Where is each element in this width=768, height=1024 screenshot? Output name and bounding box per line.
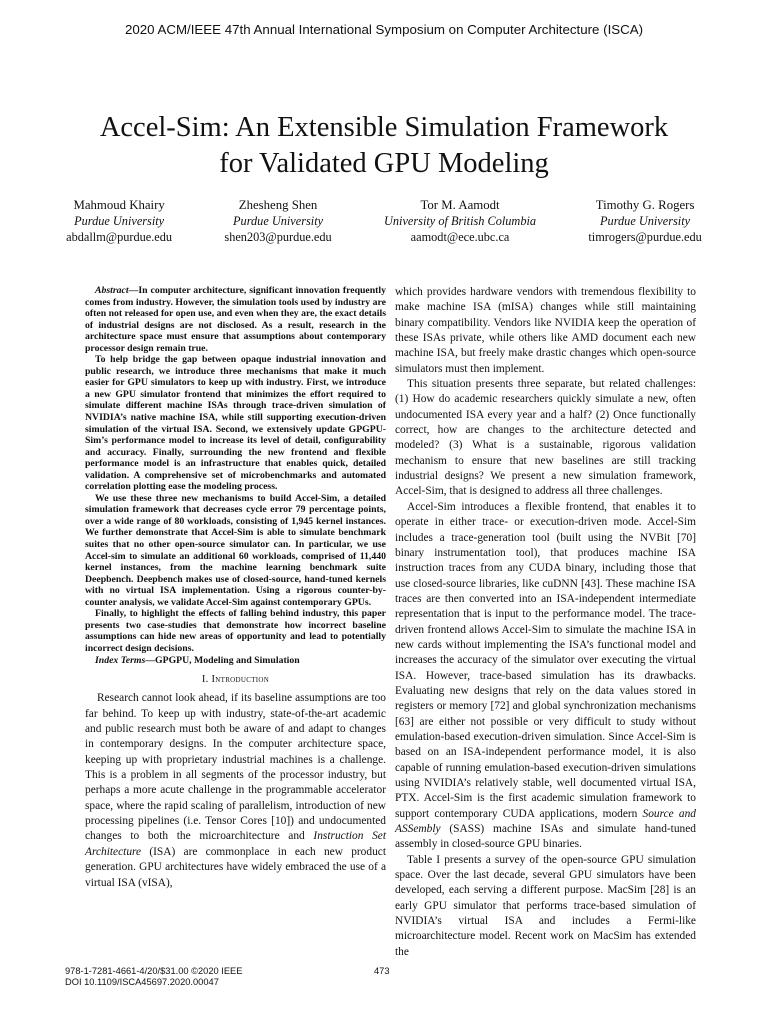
author-email: abdallm@purdue.edu xyxy=(66,230,173,244)
left-column xyxy=(85,285,386,891)
abstract xyxy=(85,285,386,666)
author-name: Mahmoud Khairy xyxy=(73,198,165,212)
abstract-label: Abstract xyxy=(95,285,129,296)
page-number: 473 xyxy=(374,966,390,976)
index-terms-label: Index Terms xyxy=(95,654,146,666)
body-text: Research cannot look ahead, if its baseline assumptions are too far behind. To keep up with industry, state-of-the-art academic and public research must both be aware of and adapt to changes in contemporary designs. In the computer architecture space, keeping up with proprietary industrial machines is a challenge. This is a problem in all segments of the processor industry, but perhaps a more acute challenge in the programmable accelerator space, where the rapid scaling of parallelism, introduction of new processing pipelines (i.e. Tensor Cores [10]) and undocumented changes to both the microarchitecture and xyxy=(85,692,386,843)
author-list xyxy=(40,197,728,245)
body-paragraph xyxy=(85,691,386,890)
right-column xyxy=(395,285,696,960)
author-block xyxy=(224,197,331,245)
body-text: (ISA) are commonplace in each new product generation. GPU architectures have widely embraced the use of a virtual ISA (vISA), xyxy=(85,845,386,889)
author-name: Zhesheng Shen xyxy=(238,198,318,212)
abstract-dash: — xyxy=(128,285,139,296)
author-block xyxy=(384,197,536,245)
author-name: Tor M. Aamodt xyxy=(420,198,500,212)
section-heading-introduction: I. Introduction xyxy=(201,674,270,686)
emphasis-text: Instruction Set Architecture xyxy=(85,830,386,858)
body-text: Accel-Sim introduces a flexible frontend, that enables it to operate in either trace- or execution-driven mode. Accel-Sim includes a trace-generation tool (built using the NVBit [70] binary instrumentation tool), that produces machine ISA instruction traces from any CUDA binary, including those that use closed-source libraries, like cuDNN [43]. These machine ISA traces are then converted into an ISA-independent intermediate representation that is input to the performance model. The trace-driven frontend allows Accel-Sim to simulate the machine ISA in new cards without implementing the ISA’s functional model and increases the accuracy of the simulator over executing the virtual ISA. However, trace-based simulation has its drawbacks. Evaluating new designs that rely on the data values stored in registers or memory [72] and global synchronization mechanisms [63] are either not possible or very difficult to study without emulation-based execution-driven simulation. Since Accel-Sim is based on an ISA-independent performance model, it is also capable of running emulation-based execution-driven simulations using NVIDIA’s relatively stable, well documented virtual ISA, PTX. Accel-Sim is the first academic simulation framework to support contemporary CUDA applications, modern xyxy=(395,500,696,820)
abstract-paragraph: To help bridge the gap between opaque industrial innovation and public research, we introduce three mechanisms that make it much easier for GPU simulators to keep up with industry. First, we introduce a new GPU simulator frontend that minimizes the effort required to simulate different machine ISAs through trace-driven simulation of NVIDIA’s native machine ISA, while still supporting execution-driven simulation of the virtual ISA. Second, we extensively update GPGPU-Sim’s performance model to increase its level of detail, configurability and accuracy. Finally, surrounding the new frontend and flexible performance model is an infrastructure that enables quick, detailed validation. A comprehensive set of microbenchmarks and automated correlation plotting ease the modeling process. xyxy=(85,354,386,493)
author-affiliation: Purdue University xyxy=(600,214,691,228)
paper-title xyxy=(60,110,708,182)
author-email: aamodt@ece.ubc.ca xyxy=(410,230,510,244)
emphasis-text: Source and ASSembly xyxy=(395,807,696,836)
body-paragraph: This situation presents three separate, but related challenges: (1) How do academic researchers quickly simulate a new, often undocumented ISA every year and a half? (2) Once functionally correct, how are changes to the architecture detected and modeled? (3) What is a sustainable, rigorous validation mechanism to ensure that new baselines are still tracking industrial designs? We present a new simulation framework, Accel-Sim, that is designed to address all three challenges. xyxy=(395,378,696,498)
title-line-2: for Validated GPU Modeling xyxy=(219,148,549,179)
abstract-paragraph: Finally, to highlight the effects of falling behind industry, this paper presents two case-studies that demonstrate how incorrect baseline assumptions can hide new areas of opportunity and lead to potentially incorrect design decisions. xyxy=(85,608,386,654)
introduction-body xyxy=(85,691,386,890)
body-paragraph xyxy=(395,500,696,853)
author-block xyxy=(66,197,172,245)
author-affiliation: Purdue University xyxy=(233,214,324,228)
author-affiliation: University of British Columbia xyxy=(384,214,537,228)
author-affiliation: Purdue University xyxy=(74,214,165,228)
footer-copyright xyxy=(65,966,242,988)
abstract-paragraph xyxy=(85,285,386,354)
index-terms-text: GPGPU, Modeling and Simulation xyxy=(155,654,300,666)
author-email: shen203@purdue.edu xyxy=(224,230,332,244)
abstract-paragraph: We use these three new mechanisms to build Accel-Sim, a detailed simulation framework that decreases cycle error 79 percentage points, over a wide range of 80 workloads, consisting of 1,945 kernel instances. We further demonstrate that Accel-Sim is able to simulate benchmark suites that no other open-source simulator can. In particular, we use Accel-sim to simulate an additional 60 workloads, comprised of 11,440 kernel instances, from the machine learning benchmark suite Deepbench. Deepbench makes use of closed-source, hand-tuned kernels with no virtual ISA implementation. Using a rigorous counter-by-counter analysis, we validate Accel-Sim against contemporary GPUs. xyxy=(85,492,386,608)
author-block xyxy=(588,197,701,245)
author-email: timrogers@purdue.edu xyxy=(588,230,702,244)
body-paragraph: Table I presents a survey of the open-source GPU simulation space. Over the last decade, several GPU simulators have been developed, each serving a different purpose. MacSim [28] is an early GPU simulator that performs trace-based simulation of NVIDIA’s virtual ISA and includes a Fermi-like microarchitecture model. Recent work on MacSim has extended the xyxy=(395,853,696,958)
footer-isbn: 978-1-7281-4661-4/20/$31.00 ©2020 IEEE xyxy=(65,966,243,976)
abstract-text: In computer architecture, significant innovation frequently comes from industry. However, the simulation tools used by industry are often not released for open use, and even when they are, the exact details of industrial designs are not disclosed. As a result, research in the architecture space must ensure that assumptions about contemporary processor design remain true. xyxy=(85,285,386,354)
title-line-1: Accel-Sim: An Extensible Simulation Framework xyxy=(99,112,669,143)
body-text: (SASS) machine ISAs and simulate hand-tuned assembly in closed-source GPU binaries. xyxy=(395,823,696,851)
footer-doi: DOI 10.1109/ISCA45697.2020.00047 xyxy=(65,977,219,987)
index-terms-dash: — xyxy=(145,654,156,666)
index-terms xyxy=(85,655,386,667)
body-paragraph: which provides hardware vendors with tremendous flexibility to make machine ISA (mISA) changes while still maintaining binary compatibility. Vendors like NVIDIA keep the operation of these ISAs private, while others like AMD document each new machine ISA, but freely make drastic changes which open-source simulators must then implement. xyxy=(395,286,696,375)
conference-header: 2020 ACM/IEEE 47th Annual International Symposium on Computer Architecture (ISCA) xyxy=(124,22,644,37)
author-name: Timothy G. Rogers xyxy=(595,198,695,212)
